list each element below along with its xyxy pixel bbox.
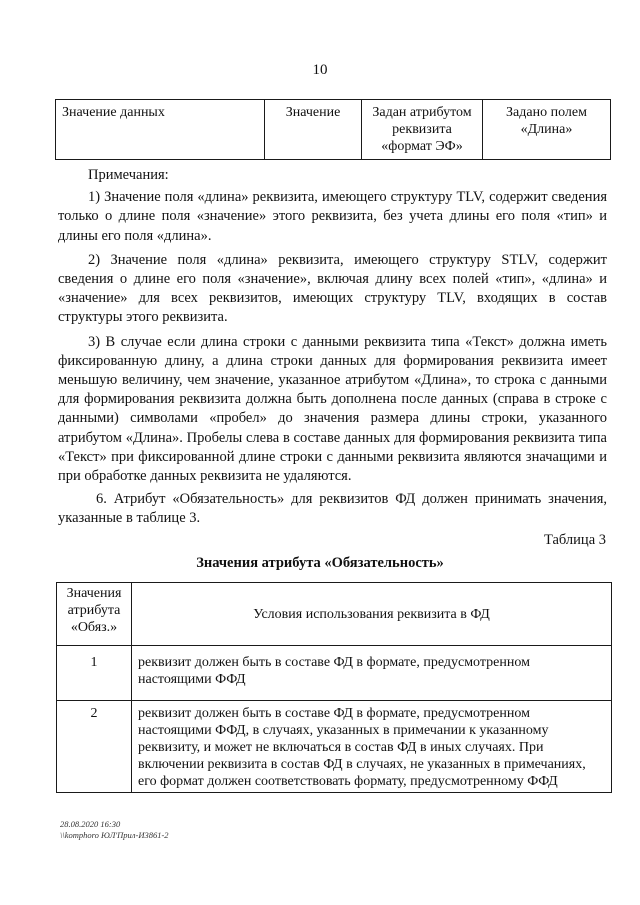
top-table <box>55 99 611 160</box>
note-2: 2) Значение поля «длина» реквизита, имеющего структуру STLV, содержит сведения о длине его поля «значение», включая длину всех полей «тип», «длина» и «значение» для всех реквизитов, имеющих структуру TLV, входящих в состав структуры этого реквизита. <box>58 251 607 326</box>
row-condition: реквизит должен быть в составе ФД в формате, предусмотренном настоящими ФФД, в случаях, указанных в примечании к указанному реквизиту, и может не включаться в состав ФД в иных случаях. При включении реквизита в состав ФД в случаях, не указанных в примечаниях, его формат должен соответствовать формату, предусмотренному ФФД <box>132 701 612 793</box>
footer-timestamp: 28.08.2020 16:30 <box>60 819 121 829</box>
table-row <box>57 701 612 793</box>
table-cell: Значение <box>265 100 362 160</box>
table-cell: Значение данных <box>56 100 265 160</box>
note-3: 3) В случае если длина строки с данными реквизита типа «Текст» должна иметь фиксированную длину, а длина строки данных для формирования реквизита имеет меньшую величину, чем значение, указанное атрибутом «Длина», то строка с данными для формирования реквизита должна быть дополнена после данных (справа в строке с данными) символами «пробел» до значения размера длины строки, указанного атрибутом «Длина». Пробелы слева в составе данных для формирования реквизита типа «Текст» при фиксированной длине строки с данными реквизита являются значащими и при обработке данных реквизита не удаляются. <box>58 333 607 485</box>
footer <box>60 819 169 841</box>
table-3 <box>56 582 612 793</box>
column-header-condition: Условия использования реквизита в ФД <box>132 583 612 646</box>
row-value: 1 <box>57 646 132 701</box>
table-cell: Задан атрибутом реквизита «формат ЭФ» <box>362 100 483 160</box>
notes-title: Примечания: <box>88 167 169 183</box>
table-title: Значения атрибута «Обязательность» <box>196 555 444 571</box>
row-condition: реквизит должен быть в составе ФД в формате, предусмотренном настоящими ФФД <box>132 646 612 701</box>
table-row <box>56 100 611 160</box>
page-number: 10 <box>312 62 328 78</box>
table-label: Таблица 3 <box>543 532 606 548</box>
notes-section <box>58 166 607 491</box>
footer-file-path: \\komphoro ЮЛ'Прил-И3861-2 <box>60 830 169 840</box>
note-1: 1) Значение поля «длина» реквизита, имеющего структуру TLV, содержит сведения только о длине поля «значение» этого реквизита, без учета длины его поля «тип» и длины его поля «длина». <box>58 189 607 244</box>
paragraph-6: 6. Атрибут «Обязательность» для реквизитов ФД должен принимать значения, указанные в таблице 3. <box>58 491 607 527</box>
table-cell: Задано полем «Длина» <box>483 100 611 160</box>
column-header-value: Значения атрибута «Обяз.» <box>57 583 132 646</box>
table-header-row <box>57 583 612 646</box>
table-row <box>57 646 612 701</box>
row-value: 2 <box>57 701 132 793</box>
